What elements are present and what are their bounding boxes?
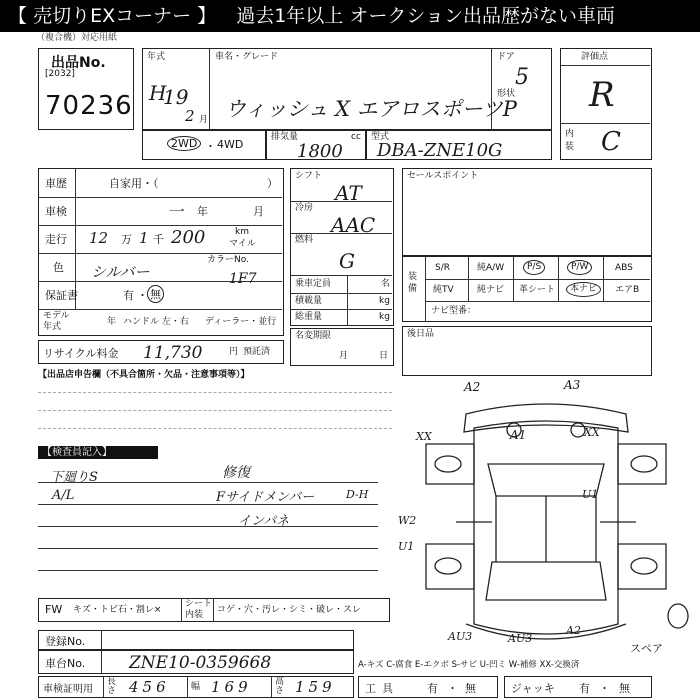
inspection-label: 車検 — [45, 205, 67, 218]
header-banner — [0, 0, 700, 32]
banner-close: 】 — [197, 5, 217, 27]
fw-label: FW — [45, 603, 63, 616]
interior-label-2: 装 — [565, 142, 575, 152]
name-change-box — [290, 328, 394, 366]
sales-label: セールスポイント — [407, 171, 479, 181]
inspection-month-unit: 月 — [253, 205, 264, 218]
history-close: ） — [267, 177, 278, 190]
jack-label: ジャッキ — [511, 682, 555, 695]
inspection-year-unit: 年 — [197, 205, 208, 218]
fuel-value: G — [339, 249, 355, 273]
diagram-mark-a1: A1 — [510, 428, 527, 442]
recycle-unit: 円 — [229, 347, 239, 357]
model-label: 車名・グレード — [215, 52, 279, 62]
warranty-sep: ・ — [137, 289, 148, 302]
equip-sr: S/R — [435, 263, 450, 273]
banner-corner: 売切りEXコーナー — [33, 5, 192, 27]
diagram-mark-u1-left: U1 — [398, 540, 415, 553]
score-value: R — [589, 75, 615, 115]
inspector-area — [38, 460, 392, 596]
mileage-km: km — [235, 227, 249, 237]
recycle-note: 預託済 — [243, 347, 271, 357]
spare-label: スペア — [630, 642, 663, 655]
dimensions-row — [38, 676, 354, 698]
recycle-value: 11,730 — [143, 343, 203, 363]
interior-codes-box — [38, 598, 390, 622]
mileage-rest: 200 — [171, 227, 206, 248]
chassis-label: 車台No. — [45, 657, 86, 670]
displacement-unit: cc — [351, 132, 361, 142]
height-label: 高さ — [275, 677, 285, 696]
color-code: 1F7 — [229, 271, 257, 287]
details-table — [38, 168, 284, 336]
lot-box — [38, 48, 134, 130]
mileage-label: 走行 — [45, 233, 67, 246]
diagram-mark-xx-right: XX — [584, 426, 600, 439]
mileage-sen: 1 — [139, 229, 149, 247]
shift-label: シフト — [295, 171, 323, 181]
repair-3: インパネ — [238, 514, 290, 529]
dimensions-label: 車検証明用 — [43, 684, 93, 695]
year-value: 19 — [163, 85, 189, 109]
warranty-no: 無 — [147, 285, 164, 303]
name-change-month: 月 — [339, 351, 349, 361]
model-year-label-1: モデル — [43, 311, 70, 321]
lot-label: 出品No. — [51, 55, 106, 71]
fuel-label: 燃料 — [295, 235, 314, 245]
lot-number: 70236 — [45, 91, 133, 121]
repair-2: Fサイドメンバー — [216, 490, 315, 505]
model-code-box — [366, 130, 552, 160]
banner-note: 過去1年以上 オークション出品歴がない車両 — [236, 5, 615, 27]
model-year-label-2: 年式 — [43, 322, 62, 332]
diagram-mark-w2: W2 — [398, 514, 417, 527]
diagram-mark-au3-center: AU3 — [508, 632, 533, 645]
capacity-label: 乗車定員 — [295, 279, 332, 289]
drive-4wd: 4WD — [217, 138, 244, 151]
weight-unit: kg — [379, 312, 390, 322]
recycle-box — [38, 340, 284, 364]
fw-values: キズ・トビ石・割レ× — [73, 605, 162, 615]
tools-no: 無 — [465, 682, 476, 695]
tools-label: 工具 — [365, 682, 399, 695]
height-value: 159 — [295, 678, 336, 696]
displacement-label: 排気量 — [271, 132, 299, 142]
color-code-label: カラーNo. — [207, 255, 249, 265]
interior-label-1: 内 — [565, 129, 575, 139]
history-label: 車歴 — [45, 177, 67, 190]
color-label: 色 — [53, 261, 64, 274]
after-date-box — [402, 326, 652, 376]
color-value: シルバー — [91, 263, 150, 281]
diagram-mark-a3-top: A3 — [564, 378, 581, 392]
drive-sep: ・ — [205, 140, 216, 153]
repair-side: D-H — [346, 488, 369, 501]
year-month-unit: 月 — [199, 115, 209, 125]
load-label: 積載量 — [295, 296, 323, 306]
tools-yes: 有 — [427, 682, 438, 695]
tools-sep: ・ — [447, 682, 458, 695]
inspector-label: 【検査員記入】 — [38, 446, 158, 459]
length-label: 長さ — [107, 677, 117, 696]
year-label: 年式 — [147, 52, 166, 62]
model-code-label: 型式 — [371, 132, 390, 142]
width-label: 幅 — [191, 682, 201, 692]
equip-pw: P/W — [567, 260, 592, 275]
jack-sep: ・ — [599, 682, 610, 695]
warranty-label: 保証書 — [45, 289, 78, 302]
equip-leather: 革シート — [519, 285, 556, 295]
form-note: （複合機）対応用紙 — [36, 33, 118, 43]
load-unit: kg — [379, 296, 390, 306]
model-year-dealer: ディーラー・並行 — [205, 317, 277, 327]
score-box — [560, 48, 652, 160]
name-change-day: 日 — [379, 351, 389, 361]
displacement-value: 1800 — [297, 141, 343, 162]
model-value: ウィッシュ X エアロスポーツP — [225, 97, 517, 121]
jack-no: 無 — [619, 682, 630, 695]
seat-values: コゲ・穴・汚レ・シミ・破レ・スレ — [217, 605, 362, 615]
equip-airbag: エアB — [615, 285, 640, 295]
inspector-note-2: A/L — [52, 488, 75, 503]
history-value: 自家用・（ — [109, 177, 159, 190]
model-year-unit: 年 — [107, 317, 117, 327]
after-date-label: 後日品 — [407, 329, 435, 339]
aircon-value: AAC — [331, 213, 376, 237]
chassis-row — [38, 650, 354, 674]
jack-yes: 有 — [579, 682, 590, 695]
vehicle-box — [142, 48, 552, 130]
diagram-mark-xx-left: XX — [416, 430, 432, 443]
seller-declaration: 【出品店申告欄（不具合箇所・欠品・注意事項等）】 — [38, 370, 250, 380]
year-month: 2 — [185, 107, 195, 125]
length-value: 456 — [129, 678, 170, 696]
aircon-label: 冷房 — [295, 203, 314, 213]
mileage-sen-unit: 千 — [153, 233, 164, 246]
registration-row — [38, 630, 354, 650]
displacement-box — [266, 130, 366, 160]
equip-ps: P/S — [523, 260, 545, 275]
car-damage-diagram — [396, 374, 696, 654]
equipment-box — [402, 256, 652, 322]
doors-label: ドア — [497, 52, 515, 62]
equip-tv: 純TV — [433, 285, 454, 295]
shift-value: AT — [335, 181, 362, 205]
recycle-label: リサイクル料金 — [43, 347, 119, 360]
mileage-man: 12 — [89, 229, 109, 247]
repair-1: 修復 — [222, 465, 250, 481]
width-value: 169 — [211, 678, 252, 696]
equip-navi: 純ナビ — [477, 285, 505, 295]
weight-label: 総重量 — [295, 312, 323, 322]
equip-nav-model: ナビ型番： — [431, 306, 477, 316]
equip-other-navi: 本ナビ — [566, 282, 601, 297]
equip-abs: ABS — [615, 263, 633, 273]
model-year-handle: ハンドル 左・右 — [123, 317, 189, 327]
drive-2wd: 2WD — [167, 136, 201, 151]
name-change-label: 名変期限 — [295, 331, 332, 341]
interior-value: C — [601, 127, 621, 157]
damage-legend: A-キズ C-腐食 E-エクボ S-サビ U-凹ミ W-補修 XX-交換済 — [358, 660, 580, 670]
year-era: H — [149, 81, 167, 105]
jack-row — [504, 676, 652, 698]
inspector-note-1: 下廻りS — [50, 470, 98, 485]
drive-box — [142, 130, 266, 160]
diagram-mark-au3-left: AU3 — [448, 630, 473, 643]
inspection-mark: 一 — [167, 202, 184, 221]
lot-code: [2032] — [45, 69, 75, 79]
mileage-mile: マイル — [229, 239, 256, 249]
diagram-mark-a2-bottom: A2 — [566, 624, 581, 637]
diagram-mark-a2-top: A2 — [464, 380, 481, 394]
mileage-man-unit: 万 — [121, 233, 132, 246]
warranty-yes: 有 — [123, 289, 134, 302]
sales-box — [402, 168, 652, 256]
seat-label-2: 内装 — [185, 610, 204, 620]
spec-box — [290, 168, 394, 326]
capacity-unit: 名 — [381, 279, 391, 289]
equip-aw: 純A/W — [477, 263, 505, 273]
doors-value: 5 — [515, 65, 529, 90]
seat-label-1: シート — [185, 599, 213, 609]
diagram-mark-u1-right: U1 — [582, 488, 599, 501]
score-label: 評価点 — [581, 52, 609, 62]
banner-open: 【 — [8, 5, 28, 27]
registration-label: 登録No. — [45, 635, 86, 648]
tools-row — [358, 676, 498, 698]
model-code-value: DBA-ZNE10G — [377, 140, 503, 161]
equipment-label: 装備 — [408, 272, 418, 294]
chassis-value: ZNE10-0359668 — [129, 653, 272, 673]
shape-label: 形状 — [497, 89, 516, 99]
